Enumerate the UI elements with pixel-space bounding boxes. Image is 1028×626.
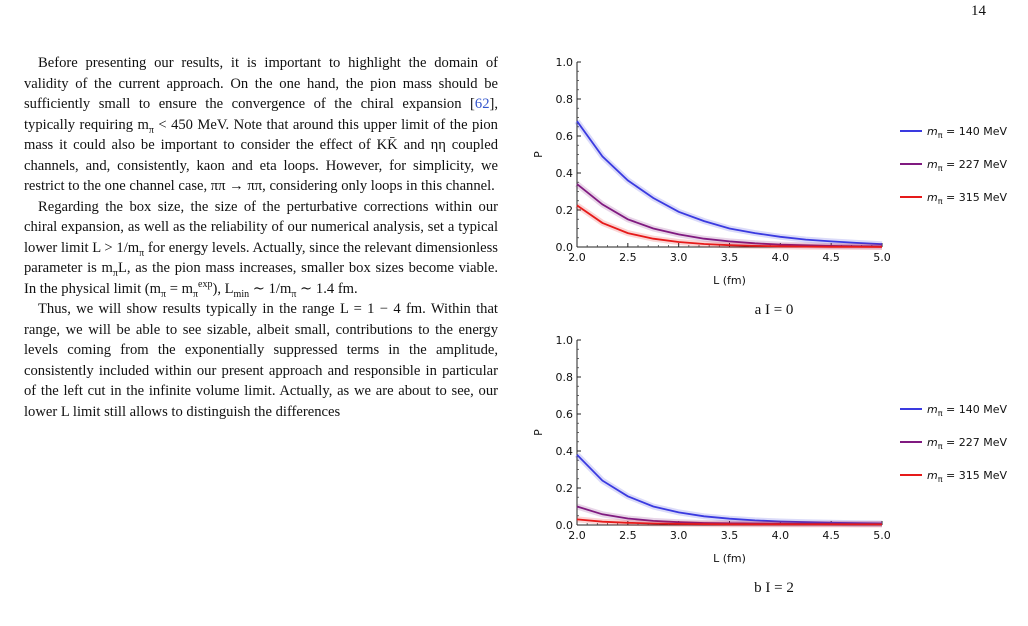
x-tick-label: 4.0: [771, 251, 790, 264]
y-tick-label: 0.8: [555, 371, 573, 384]
x-axis-label: L (fm): [713, 552, 746, 565]
x-tick-label: 4.5: [822, 251, 840, 264]
y-tick-label: 0.4: [555, 445, 573, 458]
figure-a: [520, 52, 1028, 322]
y-tick-label: 0.2: [555, 204, 573, 217]
legend-entry: $m_\pi = 315$ MeV: [927, 191, 1008, 206]
figure-caption-a: a I = 0: [754, 302, 794, 318]
figure-b: [520, 330, 1028, 600]
legend-entry: $m_\pi = 227$ MeV: [927, 158, 1008, 173]
paragraph-box-size: Regarding the box size, the size of the perturbative corrections within our chiral expansion, as well as the reliability of our numerical analysis, set a typical lower limit $L > 1/m_\pi$ for energy levels. Actually, since the relevant dimensionless parameter is $m_\pi L$, as the pion mass increases, smaller box sizes become viable. In the physical limit $(m_\pi = m_\pi^{exp})$, $L_{min}$ ∼ $1/m_\pi$ ∼ 1.4 fm.: [24, 198, 498, 300]
y-axis-label: P: [532, 429, 545, 436]
y-tick-label: 0.0: [555, 241, 573, 254]
body-text-column: [24, 53, 498, 422]
y-tick-label: 0.6: [555, 408, 573, 421]
x-tick-label: 4.5: [822, 529, 840, 542]
y-tick-label: 0.8: [555, 93, 573, 106]
paragraph-domain-of-validity: Before presenting our results, it is important to highlight the domain of validity of the current approach. On the one hand, the pion mass should be sufficiently small to ensure the convergence of the chiral expansion [62], typically requiring $m_\pi < 450$ MeV. Note that around this upper limit of the pion mass it could also be important to consider the effect of KK̄ and ηη coupled channels, and, consistently, kaon and eta loops. However, for simplicity, we restrict to the one channel case, ππ → ππ, considering only loops in this channel.: [24, 55, 498, 194]
x-tick-label: 3.5: [720, 529, 739, 542]
x-tick-label: 3.0: [669, 251, 688, 264]
x-tick-label: 3.5: [720, 251, 739, 264]
citation-link[interactable]: 62: [474, 96, 490, 112]
x-tick-label: 3.0: [669, 529, 688, 542]
x-tick-label: 5.0: [873, 529, 891, 542]
y-tick-label: 0.0: [555, 519, 573, 532]
legend-entry: $m_\pi = 140$ MeV: [927, 403, 1008, 418]
x-tick-label: 4.0: [771, 529, 790, 542]
legend-entry: $m_\pi = 315$ MeV: [927, 469, 1008, 484]
series-band: [577, 121, 882, 244]
figure-caption-b: b I = 2: [754, 580, 794, 596]
y-tick-label: 1.0: [555, 334, 573, 347]
y-tick-label: 0.4: [555, 167, 573, 180]
x-tick-label: 5.0: [873, 251, 891, 264]
paragraph-range: Thus, we will show results typically in the range L = 1 − 4 fm. Within that range, we will be able to see sizable, albeit small, contributions to the energy levels coming from the exponentially suppressed terms in the amplitude, consistently included within our present approach and responsible in particular of the left cut in the infinite volume limit. Actually, as we are about to see, our lower L limit still allows to distinguish the differences: [24, 301, 498, 420]
chart-i0: [520, 52, 1028, 292]
x-axis-label: L (fm): [713, 274, 746, 287]
page-number: 14: [971, 3, 986, 19]
series-line: [577, 455, 882, 524]
y-axis-label: P: [532, 151, 545, 158]
chart-i2: [520, 330, 1028, 570]
series-band: [577, 184, 882, 246]
y-tick-label: 0.6: [555, 130, 573, 143]
x-tick-label: 2.5: [619, 529, 637, 542]
x-tick-label: 2.0: [568, 251, 586, 264]
x-tick-label: 2.0: [568, 529, 586, 542]
legend-entry: $m_\pi = 140$ MeV: [927, 125, 1008, 140]
y-tick-label: 1.0: [555, 56, 573, 69]
series-band: [577, 455, 882, 524]
x-tick-label: 2.5: [619, 251, 637, 264]
y-tick-label: 0.2: [555, 482, 573, 495]
legend-entry: $m_\pi = 227$ MeV: [927, 436, 1008, 451]
